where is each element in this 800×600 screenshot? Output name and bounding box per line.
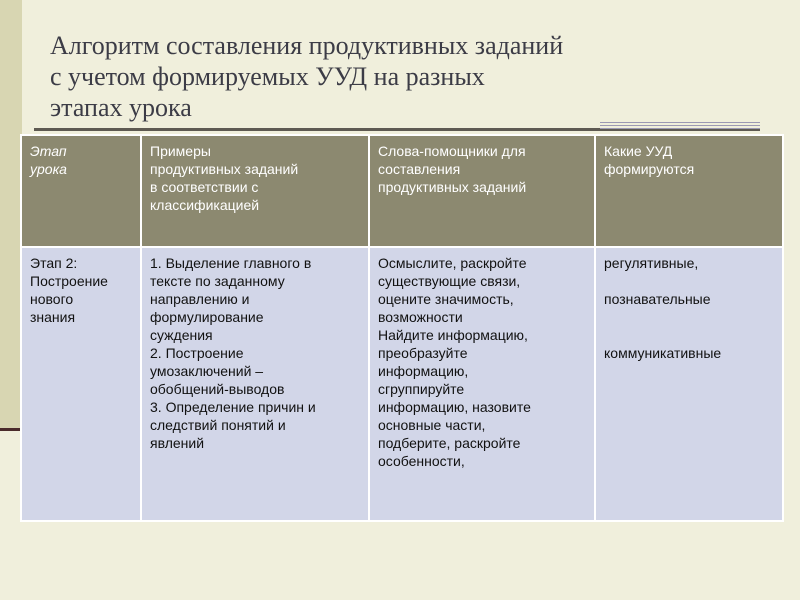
cell-examples-line: тексте по заданному: [150, 273, 285, 289]
cell-helper-line: основные части,: [378, 417, 486, 433]
cell-helper-line: преобразуйте: [378, 345, 468, 361]
cell-helper-line: подберите, раскройте: [378, 435, 521, 451]
cell-helper-line: информацию,: [378, 363, 469, 379]
cell-examples-line: 2. Построение: [150, 345, 244, 361]
cell-stage-line: Построение: [30, 273, 108, 289]
header-examples-line: в соответствии с: [150, 179, 259, 195]
cell-helper-line: Осмыслите, раскройте: [378, 255, 527, 271]
header-stage-line: урока: [30, 161, 67, 177]
header-examples-line: продуктивных заданий: [150, 161, 299, 177]
header-examples-line: Примеры: [150, 143, 211, 159]
slide-title: [50, 30, 670, 123]
header-examples: [141, 135, 369, 247]
cell-helper-words: [369, 247, 595, 521]
cell-examples-line: обобщений-выводов: [150, 381, 285, 397]
header-stage-line: Этап: [30, 143, 67, 159]
cell-helper-line: особенности,: [378, 453, 465, 469]
cell-examples-line: явлений: [150, 435, 205, 451]
table-header-row: [21, 135, 783, 247]
left-decor-line: [0, 428, 22, 431]
cell-uud-line: регулятивные,: [604, 255, 699, 271]
cell-stage-line: Этап 2:: [30, 255, 78, 271]
cell-uud-line: коммуникативные: [604, 345, 722, 361]
header-helper-line: составления: [378, 161, 461, 177]
cell-helper-line: Найдите информацию,: [378, 327, 528, 343]
header-helper-words: [369, 135, 595, 247]
cell-examples: [141, 247, 369, 521]
cell-stage-line: нового: [30, 291, 74, 307]
cell-helper-line: существующие связи,: [378, 273, 521, 289]
cell-helper-line: информацию, назовите: [378, 399, 531, 415]
cell-examples-line: суждения: [150, 327, 213, 343]
algorithm-table: [20, 134, 784, 522]
header-uud: [595, 135, 783, 247]
header-helper-line: Слова-помощники для: [378, 143, 526, 159]
header-uud-line: формируются: [604, 161, 695, 177]
cell-stage-line: знания: [30, 309, 76, 325]
table-row: [21, 247, 783, 521]
cell-uud-gap: [604, 326, 776, 344]
cell-uud-gap: [604, 308, 776, 326]
cell-examples-line: направлению и: [150, 291, 250, 307]
cell-examples-line: следствий понятий и: [150, 417, 286, 433]
header-examples-line: классификацией: [150, 197, 260, 213]
cell-uud: [595, 247, 783, 521]
cell-uud-line: познавательные: [604, 291, 711, 307]
cell-helper-line: сгруппируйте: [378, 381, 465, 397]
left-decor-bar: [0, 0, 22, 428]
slide-title-line: этапах урока: [50, 93, 192, 122]
cell-uud-gap: [604, 272, 776, 290]
cell-examples-line: 1. Выделение главного в: [150, 255, 312, 271]
header-uud-line: Какие УУД: [604, 143, 673, 159]
cell-examples-line: 3. Определение причин и: [150, 399, 316, 415]
cell-helper-line: возможности: [378, 309, 463, 325]
cell-stage: [21, 247, 141, 521]
title-underline-hatch: [600, 122, 760, 129]
slide-title-line: Алгоритм составления продуктивных заданий: [50, 31, 564, 60]
cell-examples-line: формулирование: [150, 309, 264, 325]
slide-title-line: с учетом формируемых УУД на разных: [50, 62, 485, 91]
header-helper-line: продуктивных заданий: [378, 179, 527, 195]
cell-examples-line: умозаключений –: [150, 363, 264, 379]
header-stage: [21, 135, 141, 247]
cell-helper-line: оцените значимость,: [378, 291, 514, 307]
